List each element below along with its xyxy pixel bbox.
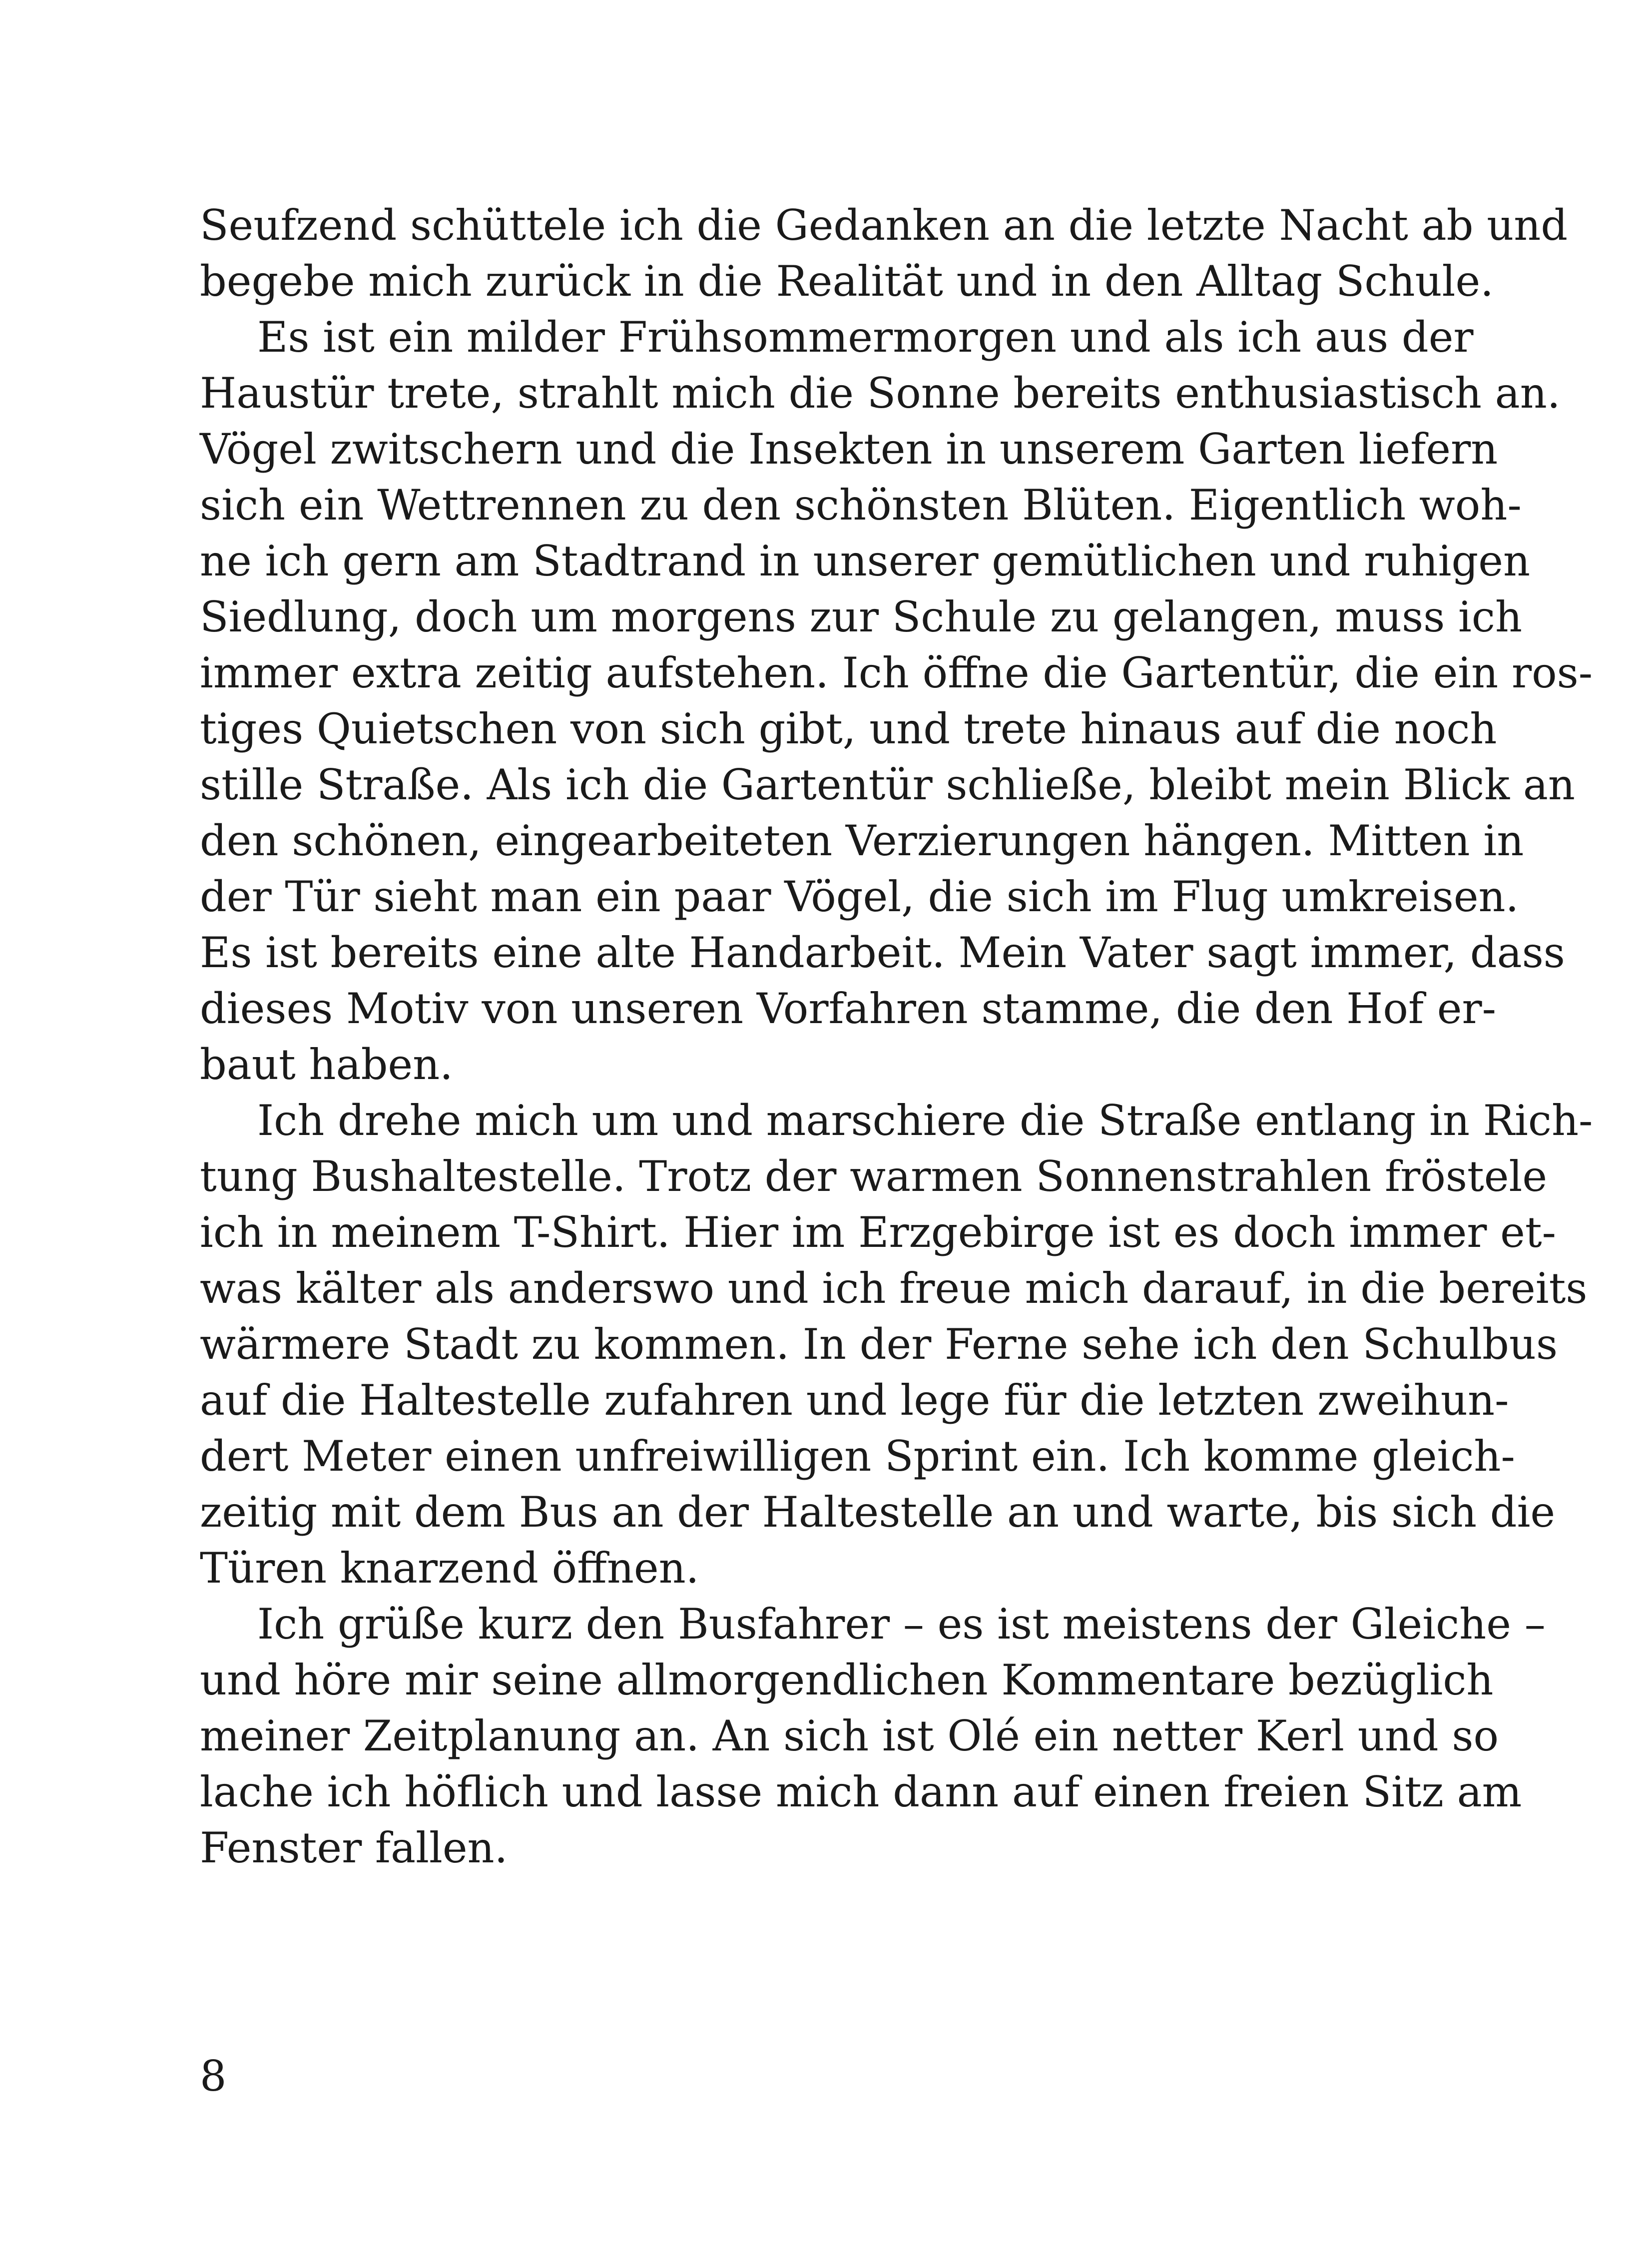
text-line: begebe mich zurück in die Realität und in den Alltag Schule. — [200, 257, 1494, 306]
text-line: stille Straße. Als ich die Gartentür schließe, bleibt mein Blick an — [200, 760, 1576, 809]
text-line: baut haben. — [200, 1040, 453, 1089]
text-line: der Tür sieht man ein paar Vögel, die sich im Flug umkreisen. — [200, 872, 1519, 921]
text-line: Es ist ein milder Frühsommermorgen und als ich aus der — [257, 313, 1474, 362]
text-line: ne ich gern am Stadtrand in unserer gemütlichen und ruhigen — [200, 537, 1531, 585]
text-line: dert Meter einen unfreiwilligen Sprint ein. Ich komme gleich- — [200, 1432, 1515, 1481]
text-line: sich ein Wettrennen zu den schönsten Blüten. Eigentlich woh- — [200, 481, 1522, 530]
page-number: 8 — [200, 2052, 227, 2101]
text-line: Vögel zwitschern und die Insekten in unserem Garten liefern — [200, 425, 1498, 474]
text-line: Fenster fallen. — [200, 1823, 508, 1872]
text-line: dieses Motiv von unseren Vorfahren stamme, die den Hof er- — [200, 984, 1497, 1033]
text-line: was kälter als anderswo und ich freue mich darauf, in die bereits — [200, 1264, 1588, 1313]
text-line: lache ich höflich und lasse mich dann auf einen freien Sitz am — [200, 1767, 1522, 1816]
text-line: zeitig mit dem Bus an der Haltestelle an und warte, bis sich die — [200, 1488, 1556, 1537]
text-line: tung Bushaltestelle. Trotz der warmen Sonnenstrahlen fröstele — [200, 1152, 1548, 1201]
text-line: tiges Quietschen von sich gibt, und trete hinaus auf die noch — [200, 704, 1497, 753]
body-text — [200, 197, 1593, 1876]
text-line: Ich drehe mich um und marschiere die Straße entlang in Rich- — [257, 1096, 1593, 1145]
text-line: auf die Haltestelle zufahren und lege für die letzten zweihun- — [200, 1376, 1509, 1425]
text-line: Türen knarzend öffnen. — [200, 1544, 699, 1593]
text-line: wärmere Stadt zu kommen. In der Ferne sehe ich den Schulbus — [200, 1320, 1558, 1369]
text-line: Ich grüße kurz den Busfahrer – es ist meistens der Gleiche – — [257, 1600, 1546, 1649]
text-line: immer extra zeitig aufstehen. Ich öffne die Gartentür, die ein ros- — [200, 648, 1593, 697]
text-line: Seufzend schüttele ich die Gedanken an die letzte Nacht ab und — [200, 201, 1568, 250]
text-line: ich in meinem T-Shirt. Hier im Erzgebirge ist es doch immer et- — [200, 1208, 1556, 1257]
text-line: den schönen, eingearbeiteten Verzierungen hängen. Mitten in — [200, 816, 1524, 865]
text-line: Haustür trete, strahlt mich die Sonne bereits enthusiastisch an. — [200, 369, 1561, 418]
text-line: Es ist bereits eine alte Handarbeit. Mein Vater sagt immer, dass — [200, 928, 1565, 977]
text-line: meiner Zeitplanung an. An sich ist Olé ein netter Kerl und so — [200, 1711, 1499, 1760]
text-line: Siedlung, doch um morgens zur Schule zu gelangen, muss ich — [200, 592, 1523, 641]
text-line: und höre mir seine allmorgendlichen Kommentare bezüglich — [200, 1656, 1494, 1704]
